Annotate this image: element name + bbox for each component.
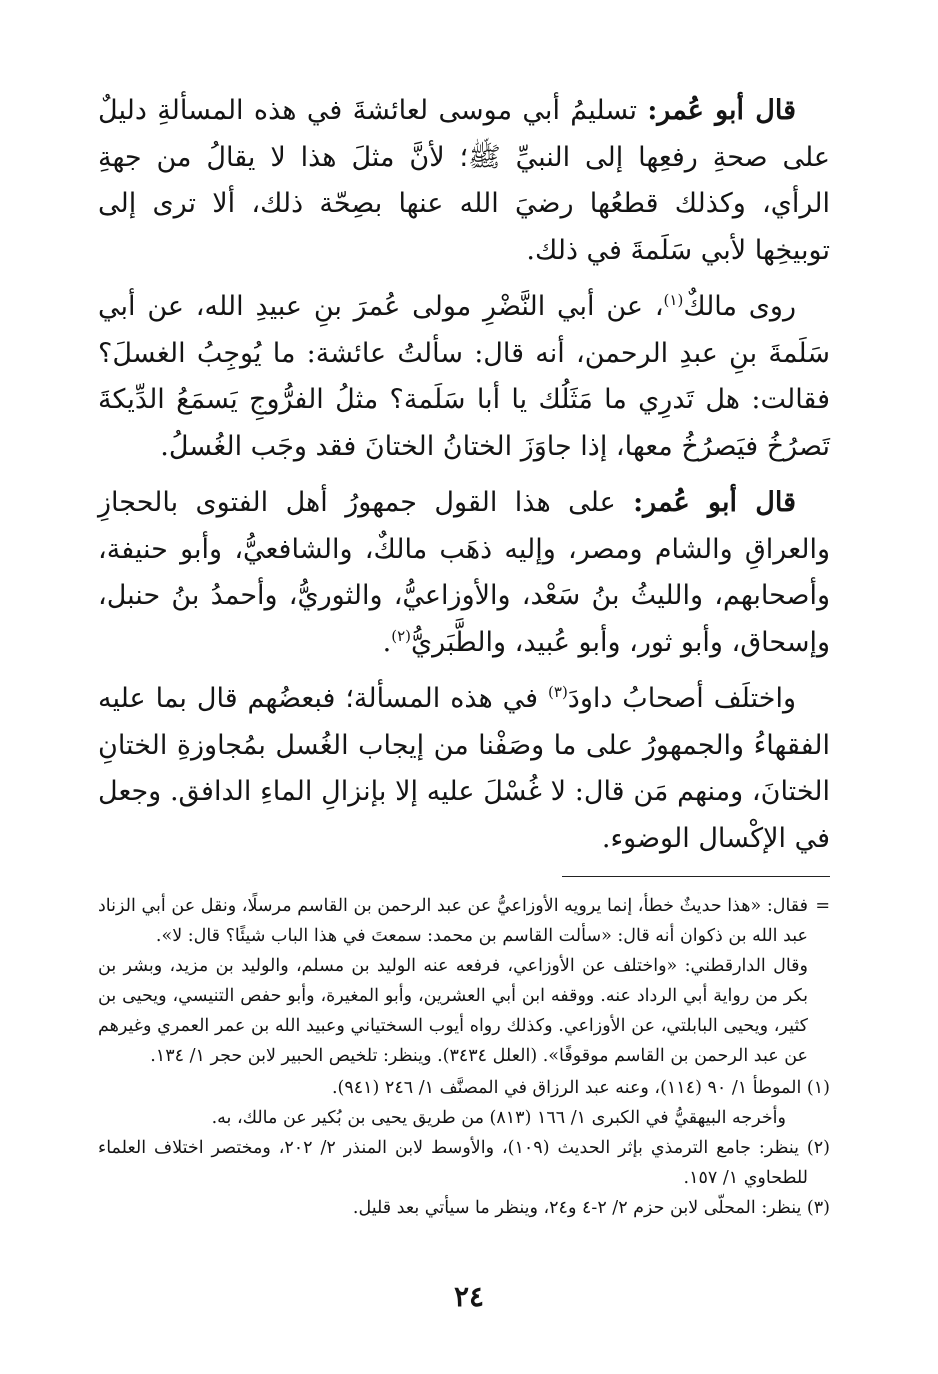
footnote-1 bbox=[98, 1073, 830, 1103]
footnote-separator bbox=[562, 876, 830, 877]
paragraph-2 bbox=[98, 284, 830, 470]
paragraph-3 bbox=[98, 480, 830, 666]
paragraph-text: . bbox=[382, 626, 392, 658]
footnote-continuation bbox=[98, 951, 830, 1071]
main-text bbox=[98, 88, 830, 862]
paragraph-lead: قال أبو عُمر: bbox=[633, 487, 796, 518]
footnote-3 bbox=[98, 1193, 830, 1223]
footnote-reference[interactable]: (٣) bbox=[548, 683, 568, 701]
footnotes bbox=[98, 891, 830, 1223]
footnote-text: وقال الدارقطني: «واختلف عن الأوزاعي، فرفعه عنه الوليد بن مسلم، والوليد بن مزيد، وبشر بن بكر من رواية أبي الرداد عنه. ووقفه ابن أبي العشرين، وأبو المغيرة، وأبو حفص التنيسي، ويحيى بن كثير، ويحيى البابلتي، عن الأوزاعي. وكذلك رواه أيوب السختياني وعبيد الله بن عمر العمري وغيرهم عن عبد الرحمن بن القاسم موقوفًا». (العلل ٣٤٣٤). وينظر: تلخيص الحبير لابن حجر ١/ ١٣٤. bbox=[98, 956, 808, 1066]
footnote-text: فقال: «هذا حديثٌ خطأ، إنما يرويه الأوزاعيُّ عن عبد الرحمن بن القاسم مرسلًا، ونقل عن أبي الزناد عبد الله بن ذكوان أنه قال: «سألت القاسم بن محمد: سمعتَ في هذا الباب شيئًا؟ قال: لا». bbox=[98, 896, 808, 946]
paragraph-lead: قال أبو عُمر: bbox=[647, 95, 796, 126]
footnote-1-extra bbox=[98, 1103, 830, 1133]
paragraph-1 bbox=[98, 88, 830, 274]
footnote-text: (٢) ينظر: جامع الترمذي بإثر الحديث (١٠٩)، والأوسط لابن المنذر ٢/ ٢٠٢، ومختصر اختلاف العلماء للطحاوي ١/ ١٥٧. bbox=[98, 1138, 830, 1188]
continuation-mark: = bbox=[815, 896, 830, 916]
paragraph-text: في هذه المسألة؛ فبعضُهم قال بما عليه الفقهاءُ والجمهورُ على ما وصَفْنا من إيجاب الغُسل بمُجاوزةِ الختانِ الختانَ، ومنهم مَن قال: لا غُسْلَ عليه إلا بإنزالِ الماءِ الدافق. وجعل في الإكْسال الوضوء. bbox=[98, 683, 830, 854]
paragraph-text: روى مالكٌ bbox=[683, 291, 796, 322]
footnote-text: (٣) ينظر: المحلّى لابن حزم ٢/ ٢-٤ و٢٤، وينظر ما سيأتي بعد قليل. bbox=[352, 1198, 830, 1218]
footnote-text: (١) الموطأ ١/ ٩٠ (١١٤)، وعنه عبد الرزاق في المصنَّف ١/ ٢٤٦ (٩٤١). bbox=[331, 1078, 830, 1098]
paragraph-text: واختلَف أصحابُ داودَ bbox=[567, 683, 796, 714]
footnote-reference[interactable]: (١) bbox=[663, 291, 684, 309]
paragraph-text: تسليمُ أبي موسى لعائشةَ في هذه المسألةِ دليلٌ على صحةِ رفعِها إلى النبيِّ ﷺ؛ لأنَّ مثلَ هذا لا يقالُ من جهةِ الرأي، وكذلك قطعُها رضيَ الله عنها بصِحّة ذلك، ألا ترى إلى توبيخِها لأبي سَلَمةَ في ذلك. bbox=[98, 95, 830, 266]
paragraph-4 bbox=[98, 676, 830, 862]
paragraph-text: على هذا القول جمهورُ أهل الفتوى بالحجازِ والعراقِ والشام ومصر، وإليه ذهَب مالكٌ، والشافعيُّ، وأبو حنيفة، وأصحابهم، والليثُ بنُ سَعْد، والأوزاعيُّ، والثوريُّ، وأحمدُ بنُ حنبل، وإسحاق، وأبو ثور، وأبو عُبيد، والطَّبَريُّ bbox=[98, 487, 830, 658]
footnote-text: وأخرجه البيهقيُّ في الكبرى ١/ ١٦٦ (٨١٣) من طريق يحيى بن بُكير عن مالك، به. bbox=[211, 1108, 786, 1128]
page-number: ٢٤ bbox=[453, 1280, 485, 1313]
footnote-reference[interactable]: (٢) bbox=[391, 626, 411, 645]
footnote-continuation bbox=[98, 891, 830, 951]
footnote-2 bbox=[98, 1133, 830, 1193]
paragraph-text: ، عن أبي النَّضْرِ مولى عُمرَ بنِ عبيدِ الله، عن أبي سَلَمةَ بنِ عبدِ الرحمن، أنه قال: سألتُ عائشة: ما يُوجِبُ الغسلَ؟ فقالت: هل تَدرِي ما مَثَلُك يا أبا سَلَمة؟ مثلُ الفرُّوجِ يَسمَعُ الدِّيكةَ تَصرُخُ فيَصرُخُ معها، إذا جاوَزَ الختانُ الختانَ فقد وجَب الغُسلُ. bbox=[98, 291, 830, 462]
